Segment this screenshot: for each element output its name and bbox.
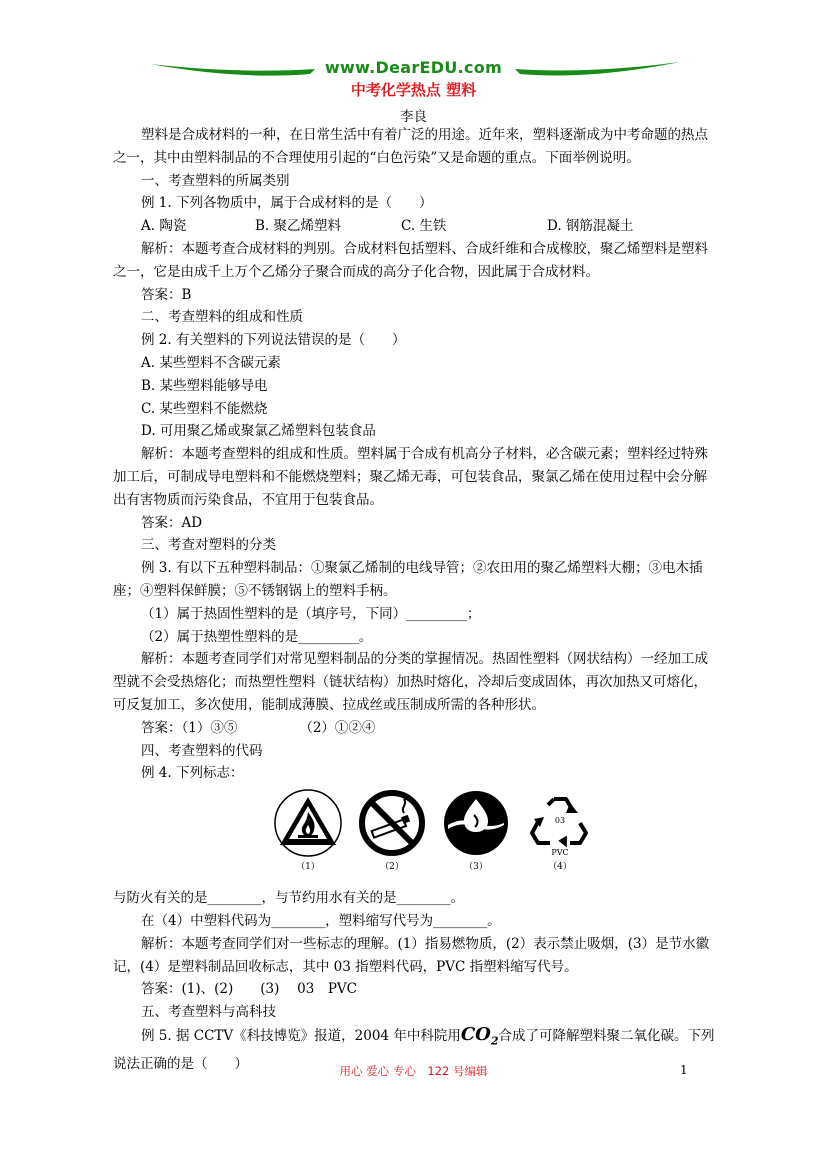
- option-d: D. 钢筋混凝土: [547, 218, 634, 235]
- page-title: 中考化学热点 塑料: [350, 81, 477, 99]
- example-2-question: 例 2. 有关塑料的下列说法错误的是（ ）: [141, 332, 406, 349]
- option-c: C. 某些塑料不能燃烧: [141, 400, 268, 417]
- sign-3: [441, 789, 511, 881]
- sign-4: [525, 789, 595, 881]
- sign-3-label: （3）: [464, 862, 488, 873]
- article-body: [113, 124, 715, 1076]
- section-5-heading: 五、考查塑料与高科技: [141, 1004, 276, 1021]
- sign-2: [357, 789, 427, 881]
- example-1-analysis: 解析：本题考查合成材料的判别。合成材料包括塑料、合成纤维和合成橡胶，聚乙烯塑料是塑料之一，它是由成千上万个乙烯分子聚合而成的高分子化合物，因此属于合成材料。: [113, 240, 708, 280]
- author: 李良: [400, 109, 427, 125]
- question-text-a: 例 5. 据 CCTV《科技博览》报道，2004 年中科院用: [141, 1027, 461, 1044]
- no-smoking-icon: [358, 789, 426, 857]
- recycle-icon: [526, 789, 594, 857]
- example-4-answer: 答案：(1)、(2) (3) 03 PVC: [141, 981, 357, 998]
- example-2-analysis: 解析：本题考查塑料的组成和性质。塑料属于合成有机高分子材料，必含碳元素；塑料经过特殊加工后，可制成导电塑料和不能燃烧塑料；聚乙烯无毒，可包装食品，聚氯乙烯在使用过程中会分解出有害物质而污染食品，不宜用于包装食品。: [113, 446, 708, 508]
- option-a: A. 某些塑料不含碳元素: [141, 354, 281, 371]
- section-3-heading: 三、考查对塑料的分类: [141, 537, 276, 554]
- option-c: C. 生铁: [401, 218, 447, 235]
- water-saving-icon: [442, 789, 510, 857]
- answer-part-1: 答案：（1）③⑤: [141, 719, 238, 736]
- sign-1-label: （1）: [296, 862, 320, 873]
- example-1-options: [113, 215, 715, 238]
- section-4-heading: 四、考查塑料的代码: [141, 742, 263, 759]
- example-3-sub-1: （1）属于热固性塑料的是（填序号，下同）_________；: [141, 605, 481, 622]
- option-b: B. 某些塑料能够导电: [141, 377, 268, 394]
- example-3-answer: [113, 717, 715, 740]
- example-2-answer: 答案：AD: [141, 514, 203, 531]
- sign-2-label: （2）: [380, 862, 404, 873]
- footer-text: 用心 爱心 专心 122 号编辑: [339, 1064, 488, 1078]
- option-b: B. 聚乙烯塑料: [255, 218, 342, 235]
- example-4-question: 例 4. 下列标志：: [141, 765, 244, 782]
- example-4-q1: 与防火有关的是________，与节约用水有关的是________。: [113, 890, 464, 907]
- co2-formula: $CO_2$: [460, 1023, 499, 1048]
- example-3-analysis: 解析：本题考查同学们对常见塑料制品的分类的掌握情况。热固性塑料（网状结构）一经加工成型就不会受热熔化；而热塑性塑料（链状结构）加热时熔化，冷却后变成固体，再次加热又可熔化，可反复加工，多次使用，能制成薄膜、拉成丝或压制成所需的各种形状。: [113, 651, 708, 713]
- intro-paragraph: 塑料是合成材料的一种，在日常生活中有着广泛的用途。近年来，塑料逐渐成为中考命题的热点之一，其中由塑料制品的不合理使用引起的“白色污染”又是命题的重点。下面举例说明。: [113, 127, 708, 166]
- example-4-analysis: 解析：本题考查同学们对一些标志的理解。(1）指易燃物质，(2）表示禁止吸烟，(3）是节水徽记，(4）是塑料制品回收标志，其中 03 指塑料代码，PVC 指塑料缩写代号。: [113, 935, 710, 975]
- example-3-question: 例 3. 有以下五种塑料制品：①聚氯乙烯制的电线导管；②农田用的聚乙烯塑料大棚；③电木插座；④塑料保鲜膜；⑤不锈钢锅上的塑料手柄。: [113, 560, 703, 599]
- section-2-heading: 二、考查塑料的组成和性质: [141, 309, 303, 326]
- sign-4-label: （4）: [548, 862, 572, 873]
- option-a: A. 陶瓷: [141, 218, 187, 235]
- plastic-abbr: PVC: [551, 848, 569, 858]
- example-1-answer: 答案：B: [141, 286, 192, 303]
- option-d: D. 可用聚乙烯或聚氯乙烯塑料包装食品: [141, 423, 376, 440]
- example-1-question: 例 1. 下列各物质中，属于合成材料的是（ ）: [141, 195, 433, 212]
- fire-warning-icon: [274, 789, 342, 857]
- site-url[interactable]: www.DearEDU.com: [324, 58, 503, 77]
- sign-images: [153, 789, 715, 881]
- example-3-sub-2: （2）属于热塑性塑料的是_________。: [141, 628, 373, 645]
- section-1-heading: 一、考查塑料的所属类别: [141, 172, 290, 189]
- page-number: 1: [680, 1063, 688, 1077]
- sign-1: [273, 789, 343, 881]
- example-4-q2: 在（4）中塑料代码为________，塑料缩写代号为________。: [141, 912, 501, 929]
- plastic-code: 03: [554, 816, 566, 826]
- answer-part-2: （2）①②④: [299, 719, 376, 736]
- question-text-b: 合成了可降解塑料聚二氧化碳。下列说法正确的是（ ）: [113, 1027, 715, 1073]
